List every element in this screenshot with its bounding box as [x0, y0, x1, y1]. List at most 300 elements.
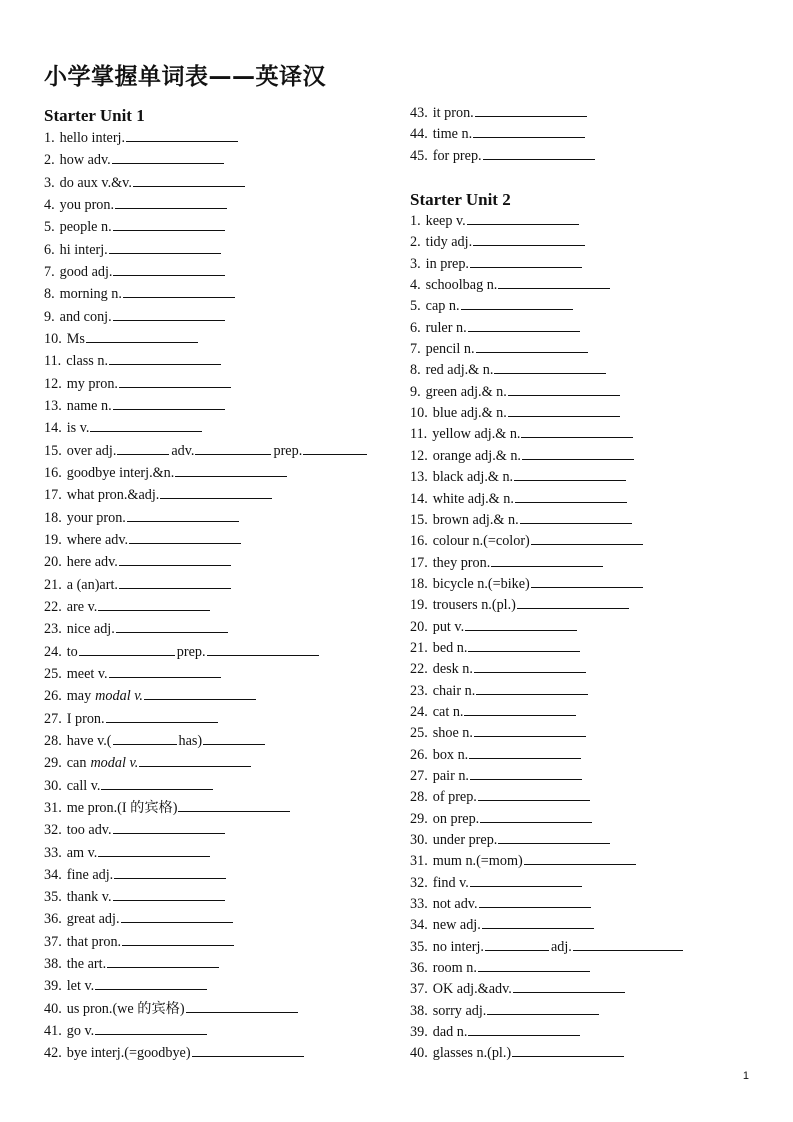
answer-blank[interactable] [133, 174, 245, 187]
entry-number: 34. [44, 866, 62, 883]
answer-blank[interactable] [144, 687, 256, 700]
entry-number: 40. [44, 1000, 62, 1017]
answer-blank[interactable] [475, 104, 587, 117]
answer-blank[interactable] [95, 1022, 207, 1035]
word-entry [410, 467, 750, 488]
word-entry [410, 937, 750, 958]
entry-number: 1. [44, 130, 55, 146]
entry-word: of prep. [432, 789, 477, 806]
word-entry [44, 1042, 384, 1064]
answer-blank[interactable] [101, 777, 213, 790]
answer-blank[interactable] [139, 754, 251, 767]
entry-number: 21. [410, 639, 428, 656]
word-entry [44, 931, 384, 953]
answer-blank[interactable] [522, 447, 634, 460]
word-entry [44, 194, 384, 216]
word-entry [410, 979, 750, 1000]
answer-blank[interactable] [98, 844, 210, 857]
entry-number: 44. [410, 126, 428, 143]
answer-blank[interactable] [470, 255, 582, 268]
entry-number: 23. [44, 621, 62, 638]
word-entry [44, 708, 384, 730]
unit-heading: Starter Unit 2 [410, 190, 511, 210]
entry-word: my pron. [66, 375, 118, 392]
answer-blank[interactable] [464, 703, 576, 716]
entry-number: 10. [44, 330, 62, 347]
word-entry [44, 350, 384, 372]
entry-word: yellow adj.& n. [432, 426, 521, 443]
answer-blank[interactable] [115, 196, 227, 209]
entry-word: box n. [432, 746, 469, 763]
entry-word: are v. [66, 598, 98, 615]
answer-blank[interactable] [521, 425, 633, 438]
entry-word: over adj. [66, 442, 117, 459]
answer-blank[interactable] [468, 639, 580, 652]
entry-word: have v.( [66, 732, 112, 749]
entry-word: a (an)art. [66, 576, 118, 593]
entry-number: 4. [410, 277, 421, 294]
answer-blank[interactable] [498, 831, 610, 844]
entry-number: 36. [410, 960, 428, 977]
entry-word: people n. [59, 219, 112, 236]
answer-blank[interactable] [113, 308, 225, 321]
entry-number: 14. [410, 490, 428, 507]
entry-number: 39. [44, 978, 62, 995]
entry-word: no interj. [432, 938, 484, 955]
word-list [410, 211, 750, 1065]
entry-number: 36. [44, 911, 62, 928]
entry-number: 14. [44, 420, 62, 437]
entry-word: I pron. [66, 710, 105, 727]
answer-blank[interactable] [465, 618, 577, 631]
entry-word: glasses n.(pl.) [432, 1045, 512, 1062]
answer-blank[interactable] [90, 419, 202, 432]
entry-number: 17. [410, 554, 428, 571]
word-entry [410, 318, 750, 339]
entry-italic-pos: modal v. [90, 755, 139, 772]
word-entry [44, 261, 384, 283]
entry-number: 27. [44, 710, 62, 727]
word-list [410, 103, 750, 167]
answer-blank[interactable] [478, 788, 590, 801]
answer-blank[interactable] [491, 554, 603, 567]
answer-blank[interactable] [109, 241, 221, 254]
word-entry [410, 403, 750, 424]
entry-word: name n. [66, 397, 112, 414]
entry-number: 35. [410, 938, 428, 955]
answer-blank[interactable] [468, 319, 580, 332]
answer-blank[interactable] [524, 852, 636, 865]
entry-number: 6. [410, 319, 421, 336]
entry-word: for prep. [432, 147, 482, 164]
answer-blank[interactable] [119, 576, 231, 589]
answer-blank[interactable] [116, 620, 228, 633]
word-entry [44, 886, 384, 908]
right-column [410, 103, 750, 1065]
answer-blank[interactable] [119, 553, 231, 566]
answer-blank[interactable] [113, 821, 225, 834]
word-entry [410, 211, 750, 232]
answer-blank[interactable] [473, 125, 585, 138]
answer-blank[interactable] [480, 810, 592, 823]
entry-number: 31. [44, 799, 62, 816]
answer-blank[interactable] [531, 575, 643, 588]
answer-blank[interactable] [106, 710, 218, 723]
page-number: 1 [742, 1070, 749, 1082]
word-entry [410, 915, 750, 936]
entry-number: 16. [410, 533, 428, 550]
entry-word: class n. [66, 353, 108, 370]
word-entry [410, 958, 750, 979]
answer-blank[interactable] [192, 1044, 304, 1057]
entry-word: call v. [66, 777, 101, 794]
entry-word: brown adj.& n. [432, 511, 519, 528]
answer-blank[interactable] [468, 1023, 580, 1036]
answer-blank[interactable] [113, 263, 225, 276]
entry-word: is v. [66, 420, 90, 437]
answer-blank[interactable] [203, 732, 265, 745]
entry-word: where adv. [66, 531, 129, 548]
word-entry [44, 596, 384, 618]
entry-word: ruler n. [425, 319, 467, 336]
word-entry [44, 797, 384, 819]
answer-blank[interactable] [207, 643, 319, 656]
entry-number: 8. [44, 286, 55, 303]
word-entry [410, 339, 750, 360]
word-entry [44, 395, 384, 417]
entry-number: 32. [44, 822, 62, 839]
word-entry [44, 775, 384, 797]
entry-sub-label: has) [178, 732, 203, 749]
answer-blank[interactable] [114, 866, 226, 879]
entry-number: 5. [410, 298, 421, 315]
left-column [44, 104, 384, 1065]
entry-number: 12. [410, 447, 428, 464]
entry-sub-label: adj. [550, 938, 572, 955]
word-entry [410, 103, 750, 124]
entry-word: find v. [432, 874, 469, 891]
word-entry [44, 306, 384, 328]
answer-blank[interactable] [178, 799, 290, 812]
entry-number: 31. [410, 853, 428, 870]
answer-blank[interactable] [113, 888, 225, 901]
answer-blank[interactable] [195, 442, 271, 455]
answer-blank[interactable] [517, 596, 629, 609]
answer-blank[interactable] [112, 151, 224, 164]
answer-blank[interactable] [515, 490, 627, 503]
entry-word: bed n. [432, 639, 468, 656]
answer-blank[interactable] [498, 276, 610, 289]
entry-word: colour n.(=color) [432, 533, 530, 550]
word-entry [44, 328, 384, 350]
word-entry [410, 489, 750, 510]
entry-number: 11. [410, 426, 428, 443]
word-entry [44, 618, 384, 640]
entry-number: 38. [44, 956, 62, 973]
entry-word: dad n. [432, 1024, 468, 1041]
word-entry [410, 745, 750, 766]
entry-sub-label: prep. [273, 442, 303, 459]
entry-word: can [66, 755, 87, 772]
entry-number: 32. [410, 874, 428, 891]
answer-blank[interactable] [508, 383, 620, 396]
entry-number: 40. [410, 1045, 428, 1062]
entry-word: it pron. [432, 105, 474, 121]
word-entry [44, 440, 384, 462]
entry-word: desk n. [432, 661, 473, 678]
word-entry [44, 975, 384, 997]
word-entry [44, 239, 384, 261]
entry-number: 20. [44, 554, 62, 571]
word-entry [410, 851, 750, 872]
word-entry [410, 787, 750, 808]
entry-number: 39. [410, 1024, 428, 1041]
entry-word: go v. [66, 1023, 95, 1040]
entry-word: and conj. [59, 308, 112, 325]
entry-number: 25. [44, 665, 62, 682]
word-entry [410, 659, 750, 680]
entry-number: 1. [410, 213, 421, 230]
answer-blank[interactable] [470, 874, 582, 887]
word-entry [44, 551, 384, 573]
word-entry [44, 685, 384, 707]
answer-blank[interactable] [98, 598, 210, 611]
entry-word: may [66, 688, 92, 705]
word-entry [410, 1022, 750, 1043]
word-entry [410, 766, 750, 787]
entry-word: hi interj. [59, 241, 108, 258]
entry-word: in prep. [425, 255, 469, 272]
answer-blank[interactable] [107, 955, 219, 968]
answer-blank[interactable] [494, 361, 606, 374]
entry-number: 27. [410, 767, 428, 784]
answer-blank[interactable] [531, 532, 643, 545]
answer-blank[interactable] [473, 233, 585, 246]
word-entry [44, 127, 384, 149]
entry-number: 41. [44, 1023, 62, 1040]
entry-number: 19. [44, 531, 62, 548]
entry-number: 16. [44, 464, 62, 481]
answer-blank[interactable] [123, 285, 235, 298]
answer-blank[interactable] [126, 129, 238, 142]
entry-number: 28. [410, 789, 428, 806]
entry-word: red adj.& n. [425, 362, 494, 379]
word-entry [410, 553, 750, 574]
answer-blank[interactable] [470, 767, 582, 780]
word-entry [410, 1043, 750, 1064]
entry-word: under prep. [432, 832, 498, 848]
answer-blank[interactable] [113, 397, 225, 410]
entry-number: 22. [410, 661, 428, 678]
word-entry [410, 681, 750, 702]
entry-word: thank v. [66, 889, 112, 906]
entry-word: us pron.(we 的宾格) [66, 1000, 185, 1017]
answer-blank[interactable] [508, 404, 620, 417]
answer-blank[interactable] [520, 511, 632, 524]
entry-number: 30. [410, 832, 428, 848]
answer-blank[interactable] [573, 938, 683, 951]
entry-number: 11. [44, 353, 62, 370]
entry-word: let v. [66, 978, 95, 995]
entry-number: 12. [44, 375, 62, 392]
entry-number: 45. [410, 147, 428, 164]
answer-blank[interactable] [476, 682, 588, 695]
word-entry [44, 752, 384, 774]
word-entry [410, 254, 750, 275]
entry-word: me pron.(I 的宾格) [66, 799, 178, 816]
entry-number: 25. [410, 725, 428, 742]
answer-blank[interactable] [487, 1002, 599, 1015]
word-entry [44, 172, 384, 194]
entry-word: green adj.& n. [425, 383, 507, 400]
answer-blank[interactable] [119, 375, 231, 388]
entry-number: 17. [44, 487, 62, 504]
entry-word: hello interj. [59, 130, 126, 146]
word-entry [410, 1001, 750, 1022]
entry-word: cat n. [432, 703, 464, 720]
answer-blank[interactable] [109, 352, 221, 365]
word-entry [44, 730, 384, 752]
answer-blank[interactable] [113, 218, 225, 231]
entry-number: 34. [410, 917, 428, 934]
entry-word: blue adj.& n. [432, 405, 507, 422]
answer-blank[interactable] [482, 916, 594, 929]
answer-blank[interactable] [461, 297, 573, 310]
answer-blank[interactable] [113, 732, 177, 745]
answer-blank[interactable] [474, 724, 586, 737]
entry-number: 7. [44, 263, 55, 280]
answer-blank[interactable] [474, 660, 586, 673]
answer-blank[interactable] [121, 910, 233, 923]
entry-number: 24. [44, 643, 62, 660]
word-entry [44, 283, 384, 305]
answer-blank[interactable] [109, 665, 221, 678]
entry-word: orange adj.& n. [432, 447, 521, 464]
answer-blank[interactable] [485, 938, 549, 951]
word-entry [410, 873, 750, 894]
entry-word: on prep. [432, 810, 480, 827]
answer-blank[interactable] [79, 643, 175, 656]
entry-number: 8. [410, 362, 421, 379]
entry-word: great adj. [66, 911, 120, 928]
word-entry [410, 617, 750, 638]
word-entry [44, 373, 384, 395]
entry-word: cap n. [425, 298, 460, 315]
entry-word: bye interj.(=goodbye) [66, 1045, 191, 1062]
entry-word: room n. [432, 960, 477, 977]
entry-number: 28. [44, 732, 62, 749]
word-entry [410, 702, 750, 723]
word-entry [44, 641, 384, 663]
entry-word: meet v. [66, 665, 108, 682]
word-entry [410, 723, 750, 744]
answer-blank[interactable] [117, 442, 169, 455]
answer-blank[interactable] [122, 933, 234, 946]
entry-number: 22. [44, 598, 62, 615]
answer-blank[interactable] [127, 509, 239, 522]
answer-blank[interactable] [479, 895, 591, 908]
word-entry [410, 531, 750, 552]
entry-number: 23. [410, 682, 428, 699]
word-entry [410, 446, 750, 467]
entry-word: fine adj. [66, 866, 114, 883]
word-entry [44, 507, 384, 529]
entry-word: that pron. [66, 933, 122, 950]
word-entry [410, 146, 750, 167]
entry-italic-pos: modal v. [95, 688, 143, 705]
entry-word: how adv. [59, 152, 111, 169]
entry-word: tidy adj. [425, 234, 473, 251]
answer-blank[interactable] [160, 486, 272, 499]
word-list [44, 127, 384, 1065]
entry-word: good adj. [59, 263, 113, 280]
answer-blank[interactable] [467, 212, 579, 225]
entry-word: shoe n. [432, 725, 473, 742]
entry-number: 33. [410, 896, 428, 913]
word-entry [410, 595, 750, 616]
entry-word: to [66, 643, 78, 660]
word-entry [410, 510, 750, 531]
entry-number: 43. [410, 105, 428, 121]
word-entry [44, 819, 384, 841]
answer-blank[interactable] [186, 1000, 298, 1013]
word-entry [44, 417, 384, 439]
entry-word: bicycle n.(=bike) [432, 575, 530, 592]
entry-word: too adv. [66, 822, 112, 839]
answer-blank[interactable] [469, 746, 581, 759]
entry-number: 33. [44, 844, 62, 861]
entry-number: 29. [410, 810, 428, 827]
answer-blank[interactable] [303, 442, 367, 455]
word-entry [44, 529, 384, 551]
entry-number: 29. [44, 755, 62, 772]
word-entry [44, 663, 384, 685]
answer-blank[interactable] [513, 980, 625, 993]
answer-blank[interactable] [476, 340, 588, 353]
entry-number: 15. [410, 511, 428, 528]
word-entry [410, 232, 750, 253]
answer-blank[interactable] [175, 464, 287, 477]
entry-word: time n. [432, 126, 473, 143]
entry-word: OK adj.&adv. [432, 981, 512, 998]
entry-word: pair n. [432, 767, 469, 784]
word-entry [44, 998, 384, 1020]
entry-number: 20. [410, 618, 428, 635]
answer-blank[interactable] [512, 1044, 624, 1057]
entry-word: goodbye interj.&n. [66, 464, 175, 481]
answer-blank[interactable] [86, 330, 198, 343]
entry-number: 3. [44, 174, 55, 191]
entry-number: 15. [44, 442, 62, 459]
entry-number: 13. [410, 469, 428, 486]
entry-word: black adj.& n. [432, 469, 514, 486]
entry-word: white adj.& n. [432, 490, 514, 507]
entry-number: 7. [410, 341, 421, 358]
entry-number: 30. [44, 777, 62, 794]
entry-sub-label: prep. [176, 643, 206, 660]
answer-blank[interactable] [95, 977, 207, 990]
answer-blank[interactable] [514, 468, 626, 481]
entry-number: 35. [44, 889, 62, 906]
answer-blank[interactable] [478, 959, 590, 972]
entry-word: do aux v.&v. [59, 174, 132, 191]
word-entry [44, 574, 384, 596]
word-entry [44, 864, 384, 886]
answer-blank[interactable] [129, 531, 241, 544]
answer-blank[interactable] [483, 147, 595, 160]
word-entry [44, 908, 384, 930]
word-entry [410, 124, 750, 145]
